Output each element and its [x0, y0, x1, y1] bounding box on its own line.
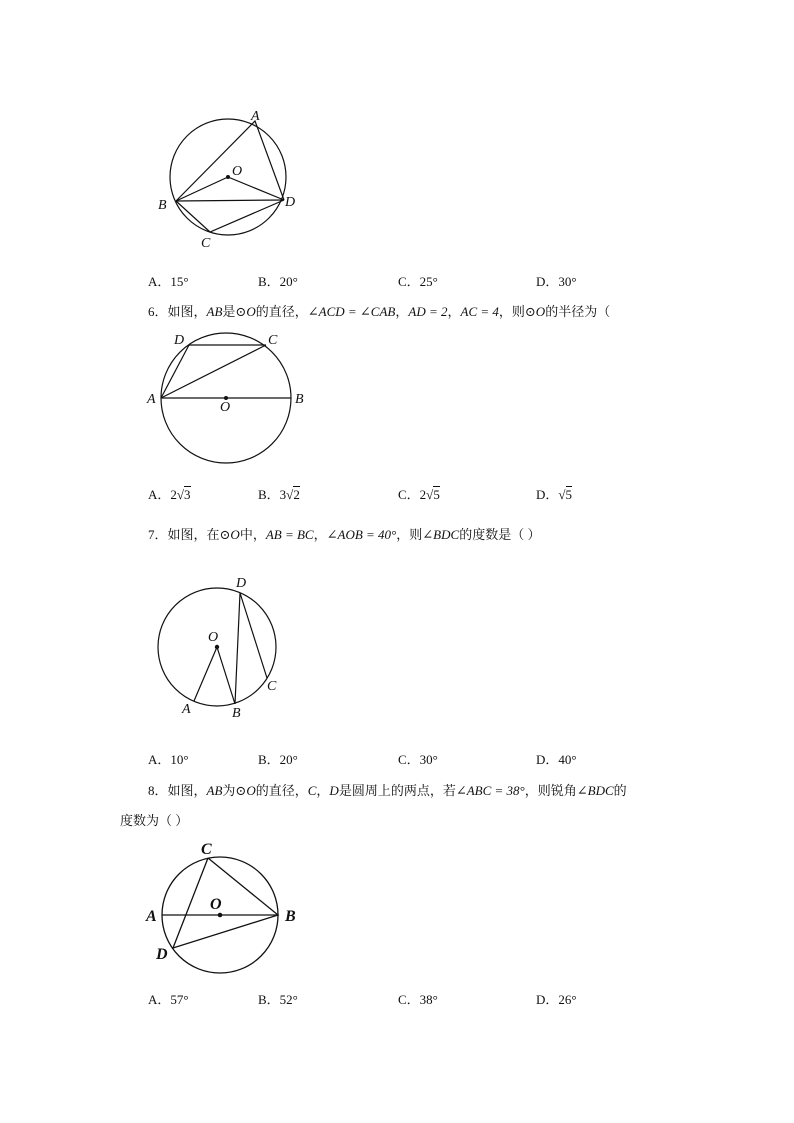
option-b-coef: 3 [279, 487, 287, 502]
figure-q7 [150, 572, 290, 724]
q7-cond-2: ∠AOB = 40° [326, 527, 397, 542]
q6-cond-2: AD = 2 [408, 304, 448, 319]
label-c: C [201, 236, 211, 250]
label-b: B [295, 392, 304, 407]
sqrt-sign: √ [286, 487, 294, 502]
q8-d: D [329, 783, 339, 798]
option-c[interactable]: C．38° [398, 992, 438, 1007]
label-c: C [201, 841, 212, 858]
option-a[interactable]: A．57° [148, 992, 189, 1007]
q8-text-5: 是圆周上的两点，若 [338, 783, 456, 798]
options-q6 [148, 484, 708, 504]
option-a-prefix: A． [148, 487, 171, 502]
option-c-rad: 5 [433, 487, 440, 502]
option-b[interactable]: B．20° [258, 752, 298, 767]
q6-cond-1: ∠ACD = ∠CAB [307, 304, 396, 319]
label-b: B [158, 198, 167, 213]
radii-oa-ob [194, 647, 235, 704]
option-d[interactable]: D．30° [536, 274, 577, 289]
q6-cond-3: AC = 4 [460, 304, 499, 319]
question-7 [148, 524, 540, 543]
path-cbdc [173, 858, 278, 948]
q6-text-2: 是⊙ [222, 304, 247, 319]
q6-o: O [246, 304, 256, 319]
option-d-rad: 5 [565, 487, 573, 502]
q7-sep-1: ， [313, 527, 327, 542]
q6-text-3: 的直径， [255, 304, 308, 319]
figure-q8 [140, 838, 310, 980]
segment-ac [161, 345, 266, 398]
q8-cond: ∠ABC = 38° [455, 783, 525, 798]
option-a-coef: 2 [170, 487, 177, 502]
label-a: A [146, 908, 157, 925]
q6-sep-1: ， [395, 304, 409, 319]
options-q7 [148, 749, 708, 769]
q8-text-4: ， [316, 783, 330, 798]
center-point [215, 645, 219, 649]
q7-text-3: ，则 [396, 527, 423, 542]
q6-ab: AB [206, 304, 223, 319]
q8-angle: ∠BDC [576, 783, 614, 798]
label-d: D [236, 576, 247, 591]
option-b[interactable] [258, 484, 300, 503]
q8-text-3: 的直径， [255, 783, 308, 798]
label-b: B [232, 706, 241, 721]
segment-bd [176, 200, 284, 201]
option-c[interactable]: C．25° [398, 274, 438, 289]
option-a-rad: 3 [184, 487, 191, 502]
option-d[interactable]: D．26° [536, 992, 577, 1007]
center-point [226, 175, 230, 179]
q6-text-1: 如图， [167, 304, 207, 319]
path-bcd [176, 200, 284, 232]
option-b[interactable]: B．52° [258, 992, 298, 1007]
q8-c: C [307, 783, 317, 798]
q7-text-2: 中， [239, 527, 266, 542]
option-c-prefix: C． [398, 487, 420, 502]
question-6 [148, 301, 610, 320]
label-o: O [232, 164, 243, 179]
label-c: C [268, 333, 278, 348]
option-a[interactable]: A．15° [148, 274, 189, 289]
q8-o: O [246, 783, 256, 798]
option-c-coef: 2 [419, 487, 427, 502]
triangle-abd [176, 121, 284, 201]
label-a: A [251, 109, 260, 124]
option-a[interactable] [148, 484, 191, 503]
question-8-line-2: 度数为（ ） [120, 813, 189, 828]
sqrt-sign: √ [176, 487, 185, 502]
label-b: B [285, 908, 296, 925]
path-bod [176, 177, 284, 201]
label-c: C [267, 679, 277, 694]
label-o: O [220, 400, 231, 415]
label-d: D [156, 946, 168, 963]
label-o: O [210, 896, 222, 913]
option-d[interactable]: D．40° [536, 752, 577, 767]
q8-text-1: 如图， [167, 783, 207, 798]
label-a: A [182, 702, 191, 717]
q7-o: O [230, 527, 240, 542]
options-q8 [148, 989, 708, 1009]
option-d-prefix: D． [536, 487, 559, 502]
label-o: O [208, 630, 219, 645]
q7-angle: ∠BDC [422, 527, 460, 542]
q8-number: 8． [148, 783, 168, 798]
q7-number: 7． [148, 527, 168, 542]
q6-sep-2: ， [447, 304, 461, 319]
option-d[interactable] [536, 484, 572, 503]
q6-text-5: 的半径为（ [545, 304, 611, 319]
q8-text-2: 为⊙ [222, 783, 247, 798]
option-c[interactable] [398, 484, 440, 503]
option-b-prefix: B． [258, 487, 280, 502]
option-b-rad: 2 [293, 487, 300, 502]
label-d: D [174, 333, 185, 348]
q6-number: 6． [148, 304, 168, 319]
q6-o-2: O [535, 304, 546, 319]
q7-cond-1: AB = BC [265, 527, 314, 542]
q8-text-6: ，则锐角 [524, 783, 577, 798]
center-point [218, 913, 223, 918]
label-d: D [285, 195, 296, 210]
figure-q6 [142, 328, 312, 470]
option-c[interactable]: C．30° [398, 752, 438, 767]
q6-text-4: ，则⊙ [498, 304, 536, 319]
label-a: A [147, 392, 156, 407]
figure-q5 [150, 100, 310, 250]
question-8 [148, 780, 627, 799]
q8-text-7: 的 [613, 783, 627, 798]
q8-ab: AB [206, 783, 223, 798]
segment-ad [161, 345, 189, 398]
sqrt-sign: √ [558, 487, 566, 502]
q7-text-1: 如图，在⊙ [167, 527, 231, 542]
option-a[interactable]: A．10° [148, 752, 189, 767]
sqrt-sign: √ [426, 487, 434, 502]
q7-text-4: 的度数是（ ） [459, 527, 541, 542]
option-b[interactable]: B．20° [258, 274, 298, 289]
options-q5 [148, 271, 708, 291]
